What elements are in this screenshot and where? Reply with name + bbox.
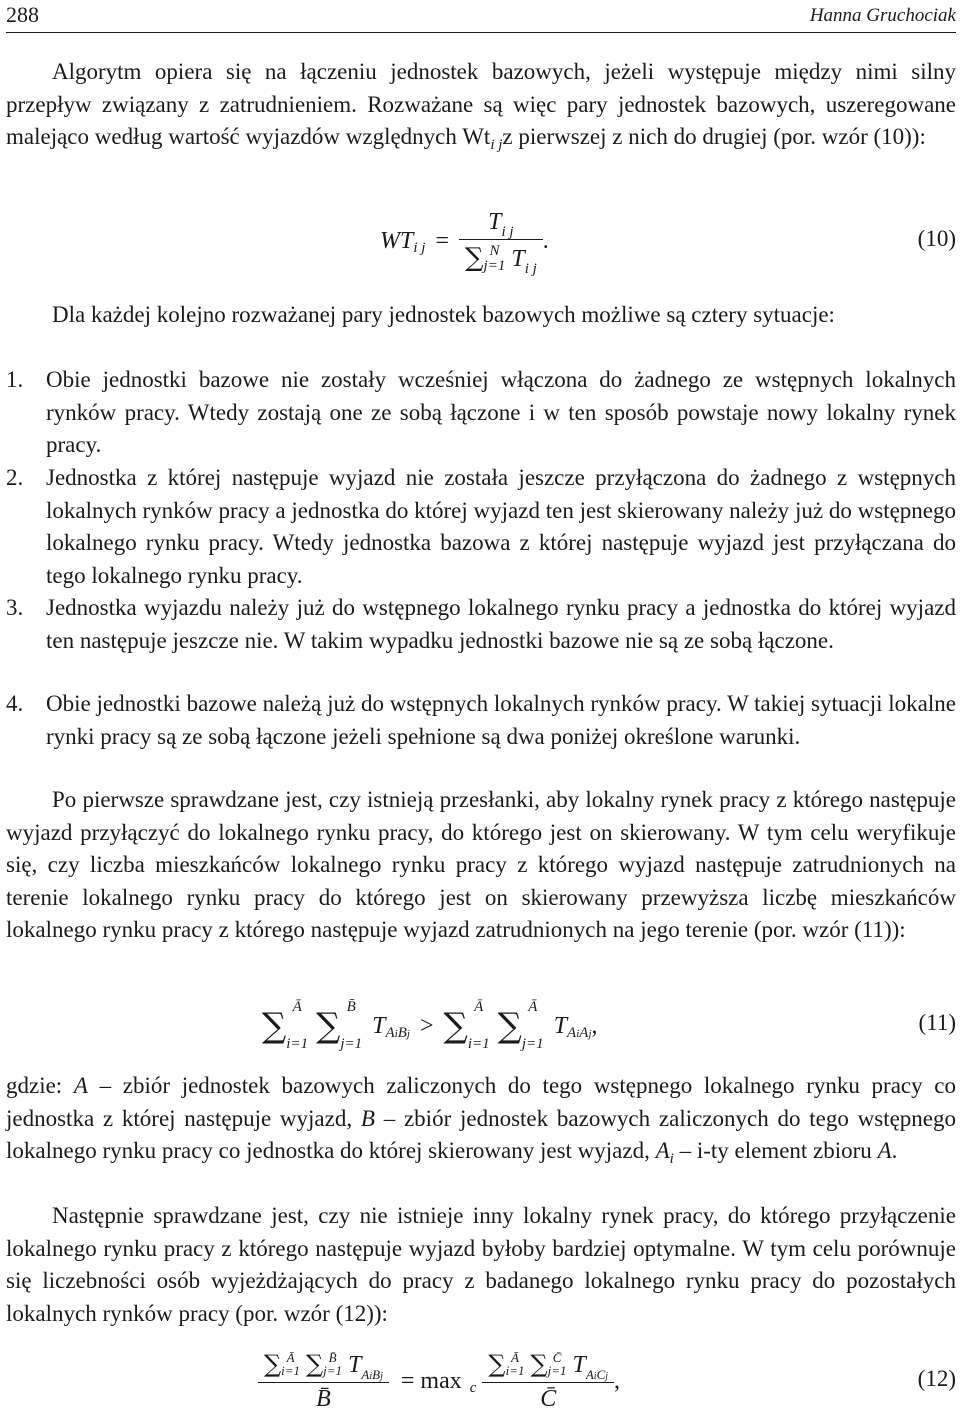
eq10-den-T: T	[511, 245, 525, 272]
eq12-l-sub-b: B	[372, 1366, 381, 1382]
eq11-t2-sub-j: j	[588, 1027, 592, 1040]
eq12-r-s1-limits	[506, 1351, 525, 1377]
eq12-l-s1-top: Ā	[286, 1349, 295, 1365]
eq10-denominator	[459, 240, 543, 277]
list-item-number: 4.	[6, 691, 24, 716]
equation-number-12: (12)	[917, 1366, 956, 1391]
eq11-greater-than: >	[419, 1012, 434, 1039]
eq11-sum-4: ∑	[497, 1006, 522, 1046]
eq10-fraction	[459, 208, 543, 277]
equation-10-body	[380, 198, 549, 284]
eq11-t2-sub-a: A	[567, 1024, 577, 1041]
eq12-r-s1-bot: i=1	[505, 1362, 525, 1378]
eq11-s2-top: B̄	[346, 999, 356, 1015]
eq12-r-term: T	[572, 1351, 586, 1378]
eq10-sum-symbol: ∑	[464, 242, 484, 273]
intro-subscript: i j	[490, 137, 503, 153]
list-item-text: Obie jednostki bazowe nie zostały wcześniej włączona do żadnego ze wstępnych lokalnych rynków pracy. Wtedy zostają one ze sobą łączone i w ten sposób powstaje nowy lokalny rynek pracy.	[46, 367, 956, 457]
eq12-l-s2-limits	[323, 1351, 342, 1377]
eq10-numerator	[459, 209, 543, 240]
eq11-sum-3-limits	[468, 1000, 490, 1052]
eq12-l-sum-1: ∑	[264, 1349, 282, 1378]
eq12-l-sub-i: i	[369, 1370, 373, 1382]
eq10-sum-limits	[484, 244, 506, 274]
eq12-l-s1-limits	[281, 1351, 300, 1377]
where-text-4: – i-ty element zbioru	[673, 1138, 878, 1163]
list-item-number: 3.	[6, 595, 24, 620]
where-symbol-A2: A	[877, 1138, 892, 1163]
paragraph-first-check: Po pierwsze sprawdzane jest, czy istnieją przesłanki, aby lokalny rynek pracy z którego następuje wyjazd przyłączyć do lokalnego rynku pracy, do którego jest on skierowany. W tym celu weryfikuje się, czy liczba mieszkańców lokalnego rynku pracy z którego wyjazd następuje zatrudnionych na terenie lokalnego rynku pracy do którego jest on skierowany przewyższa liczbę mieszkańców lokalnego rynku pracy z którego następuje wyjazd zatrudnionych na jego terenie (por. wzór (11)):	[6, 787, 956, 942]
page-number: 288	[6, 2, 39, 27]
where-text-3: – zbiór jednostek bazowych zaliczonych do tego wstępnego lokalnego rynku pracy co jednostka do której skierowany jest wyjazd,	[6, 1105, 957, 1163]
eq11-sum-2: ∑	[316, 1006, 341, 1046]
eq12-r-sub-c: C	[596, 1366, 606, 1382]
where-symbol-Ai-sub: i	[669, 1151, 674, 1167]
eq12-l-sum-2: ∑	[306, 1349, 324, 1378]
eq11-sum-1: ∑	[262, 1006, 287, 1046]
eq12-l-sub-j: j	[380, 1370, 383, 1382]
where-text-1: gdzie:	[6, 1073, 74, 1098]
list-item-2	[6, 462, 956, 592]
list-item-4	[6, 688, 956, 753]
equation-number-10: (10)	[917, 226, 956, 251]
eq12-right-numerator	[482, 1350, 614, 1383]
eq11-sum-1-limits	[286, 1000, 308, 1052]
eq11-term-2-sub	[567, 1025, 591, 1042]
eq12-r-sum-1: ∑	[488, 1349, 506, 1378]
eq12-l-term: T	[348, 1351, 362, 1378]
running-head: Hanna Gruchociak	[809, 5, 956, 26]
equation-number-11: (11)	[918, 1010, 956, 1035]
eq12-r-sub-i: i	[593, 1370, 597, 1382]
eq10-equals: =	[435, 227, 449, 254]
eq10-lhs-sub: i j	[413, 239, 426, 256]
eq11-t1-sub-j: j	[406, 1027, 410, 1040]
eq12-l-term-sub	[361, 1367, 382, 1382]
where-symbol-B: B	[360, 1105, 375, 1131]
eq11-s4-bot: j=1	[521, 1036, 544, 1052]
eq11-term-1-sub	[386, 1025, 410, 1042]
eq12-left-numerator	[258, 1350, 389, 1383]
eq12-l-s2-top: B̄	[328, 1349, 337, 1365]
paragraph-where	[6, 1070, 956, 1171]
eq12-r-s2-limits	[548, 1351, 567, 1377]
eq11-s4-top: Ā	[528, 999, 538, 1015]
eq12-r-s2-top: C̄	[552, 1349, 562, 1365]
equation-11-body	[262, 992, 598, 1060]
eq11-t1-sub-a: A	[385, 1024, 395, 1041]
eq12-l-sub-a: A	[361, 1366, 370, 1382]
eq12-r-sub-j: j	[605, 1370, 609, 1382]
eq10-sum-top: N	[489, 242, 500, 259]
eq12-r-sub-a: A	[585, 1366, 594, 1382]
eq11-t1-sub-b: B	[397, 1024, 407, 1041]
where-text-2: – zbiór jednostek bazowych zaliczonych do tego wstępnego lokalnego rynku pracy co jednostka z której następuje wyjazd,	[6, 1073, 956, 1131]
eq12-r-term-sub	[586, 1367, 608, 1382]
paragraph-intro	[6, 56, 956, 157]
eq12-comma: ,	[614, 1367, 621, 1394]
equation-10	[0, 198, 960, 284]
eq11-s3-bot: i=1	[467, 1036, 490, 1052]
list-item-text: Jednostka z której następuje wyjazd nie została jeszcze przyłączona do żadnego z wstępnych lokalnych rynków pracy a jednostka do której wyjazd ten jest skierowany należy już do wstępnego lokalnego rynku pracy. Wtedy jednostka bazowa z której następuje wyjazd jest przyłączana do tego lokalnego rynku pracy.	[46, 465, 956, 588]
where-symbol-A: A	[73, 1073, 88, 1098]
list-item-number: 1.	[6, 367, 24, 392]
eq10-num-sub: i j	[501, 223, 514, 240]
eq12-equals-max: = max	[400, 1367, 462, 1394]
list-item-text: Jednostka wyjazdu należy już do wstępnego lokalnego rynku pracy a jednostka do której wyjazd ten następuje jeszcze nie. W takim wypadku jednostki bazowe nie są ze sobą łączone.	[46, 595, 956, 653]
eq11-s1-top: Ā	[292, 999, 302, 1015]
eq12-l-s1-bot: i=1	[281, 1362, 301, 1378]
paragraph-second-check: Następnie sprawdzane jest, czy nie istnieje inny lokalny rynek pracy, do którego przyłączenie lokalnego rynku pracy z którego następuje wyjazd byłoby bardziej optymalne. W tym celu porównuje się liczebności osób wyjeżdżających do pracy z badanego lokalnego rynku pracy do pozostałych lokalnych rynków pracy (por. wzór (12)):	[6, 1203, 956, 1326]
intro-text: Algorytm opiera się na łączeniu jednostek bazowych, jeżeli występuje między nimi silny przepływ związany z zatrudnieniem. Rozważane są więc pary jednostek bazowych, uszeregowane malejąco według wartość wyjazdów względnych Wt	[6, 59, 956, 149]
list-item-number: 2.	[6, 465, 24, 490]
eq11-s1-bot: i=1	[286, 1036, 309, 1052]
eq10-period: .	[542, 227, 549, 254]
header-rule	[6, 32, 956, 33]
eq11-sum-3: ∑	[443, 1006, 468, 1046]
eq11-term-2: T	[553, 1012, 568, 1039]
intro-tail: z pierwszej z nich do drugiej (por. wzór (10)):	[502, 124, 926, 149]
eq12-r-s2-bot: j=1	[547, 1362, 567, 1378]
equation-12	[0, 1340, 960, 1422]
eq11-term-1: T	[372, 1012, 386, 1039]
list-item-text: Obie jednostki bazowe należą już do wstępnych lokalnych rynków pracy. W takiej sytuacji lokalne rynki pracy są ze sobą łączone jeżeli spełnione są dwa poniżej określone warunki.	[46, 691, 956, 749]
eq12-left-fraction	[258, 1350, 389, 1413]
where-text-5: .	[891, 1138, 898, 1163]
page-header	[6, 0, 956, 30]
eq11-t2-sub-a2: A	[579, 1024, 589, 1041]
eq10-num-T: T	[488, 208, 502, 235]
equation-11	[0, 992, 960, 1060]
eq11-comma: ,	[591, 1012, 598, 1039]
where-symbol-Ai: A	[655, 1138, 670, 1163]
eq12-max-sub: c	[469, 1379, 477, 1396]
list-item-3	[6, 592, 956, 657]
list-item-1	[6, 364, 956, 462]
eq12-r-s1-top: Ā	[511, 1349, 519, 1365]
eq12-right-denominator: C̄	[540, 1385, 557, 1412]
eq10-sum-bot: j=1	[483, 257, 506, 274]
eq11-t2-sub-i: i	[576, 1027, 580, 1040]
paragraph-situations-intro: Dla każdej kolejno rozważanej pary jednostek bazowych możliwe są cztery sytuacje:	[52, 302, 835, 327]
eq12-right-fraction	[482, 1350, 614, 1413]
eq12-left-denominator: B̄	[316, 1385, 331, 1412]
eq10-lhs: WT	[380, 227, 414, 254]
eq11-s3-top: Ā	[474, 999, 484, 1015]
eq11-sum-2-limits	[340, 1000, 362, 1052]
eq10-den-sub: i j	[524, 260, 537, 277]
equation-12-body	[258, 1340, 620, 1422]
eq12-r-sum-2: ∑	[530, 1349, 548, 1378]
eq12-l-s2-bot: j=1	[323, 1362, 343, 1378]
eq11-s2-bot: j=1	[340, 1036, 363, 1052]
eq11-t1-sub-i: i	[394, 1027, 398, 1040]
eq11-sum-4-limits	[522, 1000, 544, 1052]
